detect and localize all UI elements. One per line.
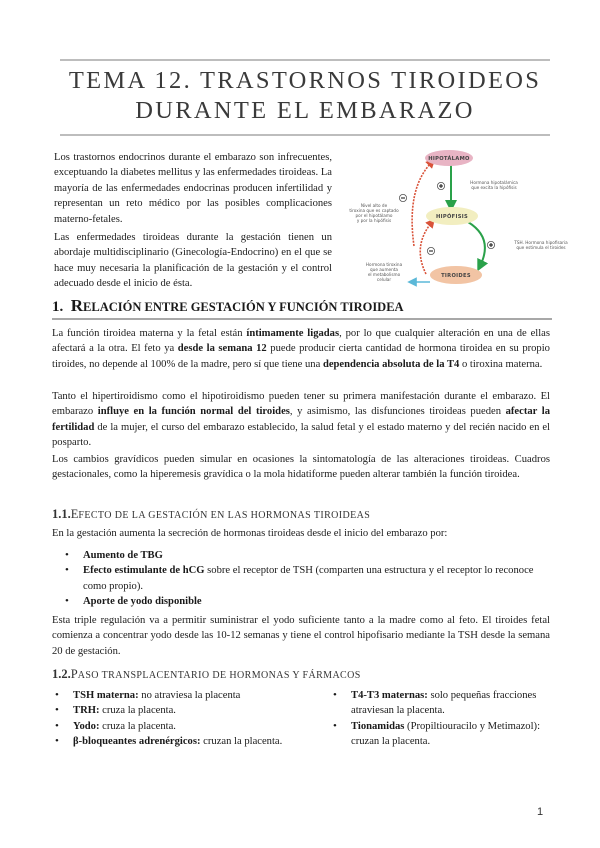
list-item: • TSH materna: no atraviesa la placenta <box>52 688 322 703</box>
annotation-trh: que excita la hipófisis <box>471 185 517 190</box>
annotation-feedback: y por la hipófisis <box>356 218 392 223</box>
thyroid-axis-diagram <box>344 138 580 288</box>
list-item: • Efecto estimulante de hCG sobre el receptor de TSH (comparten una estructura y el receptor lo reconoce como propio). <box>62 563 548 594</box>
annotation-trh: Hormona hipotalámica <box>470 180 518 185</box>
annotation-feedback: tiroxina que es captado <box>349 208 399 213</box>
annotation-thyroxine: el metabolismo <box>367 272 401 277</box>
annotation-tsh: TSH. Hormona hipofisaria <box>514 240 568 245</box>
page-number: 1 <box>537 806 544 818</box>
title-bottom-rule <box>60 134 550 136</box>
list-item: • TRH: cruza la placenta. <box>52 703 322 718</box>
section-1-2-list-left <box>52 688 322 750</box>
list-item: • Yodo: cruza la placenta. <box>52 719 322 734</box>
annotation-feedback: por el hipotálamo <box>355 213 393 218</box>
label-thyroid: TIROIDES <box>441 273 471 279</box>
section-1-1-list <box>62 548 548 610</box>
label-pituitary: HIPÓFISIS <box>435 214 469 220</box>
stimulate-arrow-pituitary <box>468 222 485 266</box>
list-item: • β-bloqueantes adrenérgicos: cruzan la placenta. <box>52 734 322 749</box>
section-1-paragraph-2: Tanto el hipertiroidismo como el hipotiroidismo pueden tener su primera manifestación durante el embarazo. El embarazo influye en la función normal del tiroides, y asimismo, las disfunciones tiroideas pueden afectar la fertilidad de la mujer, el curso del embarazo establecido, la salud fetal y el estado materno y del recién nacido en el posparto. <box>52 391 551 449</box>
section-1-1-heading: 1.1.EFECTO DE LA GESTACIÓN EN LAS HORMONAS TIROIDEAS <box>52 507 371 521</box>
label-hypothalamus: HIPOTÁLAMO <box>428 156 470 162</box>
annotation-tsh: que estimula el tiroides <box>516 245 566 250</box>
section-1-1-closing: Esta triple regulación va a permitir suministrar el yodo suficiente tanto a la madre como al feto. El tiroides fetal comienza a concentrar yodo desde las 10-12 semanas y tiene el control hipofisario mediante la TSH desde la semana 20 de gestación. <box>52 615 550 657</box>
list-item: • Tionamidas (Propiltiouracilo y Metimazol): cruzan la placenta. <box>330 719 552 750</box>
title-top-rule <box>60 59 550 61</box>
minus-icon <box>427 247 434 254</box>
list-item: • Aumento de TBG <box>62 548 548 563</box>
annotation-thyroxine: Hormona tiroxina <box>365 262 403 267</box>
annotation-thyroxine: celular <box>376 277 392 282</box>
section-1-heading <box>52 296 404 316</box>
title-line-2: DURANTE EL EMBARAZO <box>135 97 475 124</box>
minus-icon <box>399 194 406 201</box>
annotation-feedback: Nivel alto de <box>360 203 388 208</box>
section-number: 1. <box>52 299 64 315</box>
section-1-paragraph-1: La función tiroidea materna y la fetal están íntimamente ligadas, por lo que cualquier alteración en una de ellas afectará a la otra. El feto ya desde la semana 12 puede producir cierta cantidad de hormona tiroidea en su propio tiroides, no depende al 100% de la madre, pero sí que tiene una dependencia absoluta de la T4 o tiroxina materna. <box>52 328 550 370</box>
feedback-arrow-hypothalamus <box>412 162 432 246</box>
intro-paragraph-2: Las enfermedades tiroideas durante la gestación tienen un abordaje multidisciplinario (Ginecología-Endocrino) en el que se hace muy necesaria la planificación de la gestación y el control adecuado desde el inicio de ésta. <box>54 232 332 290</box>
plus-icon <box>487 241 494 248</box>
plus-icon <box>437 182 444 189</box>
annotation-thyroxine: que aumenta <box>370 267 398 272</box>
intro-paragraph-1: Los trastornos endocrinos durante el embarazo son infrecuentes, exceptuando la diabetes mellitus y las enfermedades tiroideas. La mayoría de las enfermedades endocrinas producen infertilidad y representan un reto médico por las posibles complicaciones materno-fetales. <box>54 152 332 225</box>
page-title <box>60 66 550 126</box>
list-item: • T4-T3 maternas: solo pequeñas fracciones atraviesan la placenta. <box>330 688 552 719</box>
section-1-rule <box>52 318 552 320</box>
section-title-rest: ELACIÓN ENTRE GESTACIÓN Y FUNCIÓN TIROIDEA <box>83 300 404 314</box>
section-1-2-list-right <box>330 688 552 750</box>
section-1-paragraph-3: Los cambios gravídicos pueden simular en ocasiones la sintomatología de las alteraciones tiroideas. Cuadros gestacionales, como la hiperemesis gravídica o la mola hidatiforme pueden alterar también la función tiroidea. <box>52 454 550 481</box>
section-1-1-intro: En la gestación aumenta la secreción de hormonas tiroideas desde el inicio del embarazo por: <box>52 528 448 539</box>
list-item: • Aporte de yodo disponible <box>62 594 548 609</box>
title-line-1: TEMA 12. TRASTORNOS TIROIDEOS <box>68 67 542 94</box>
section-1-2-heading: 1.2.PASO TRANSPLACENTARIO DE HORMONAS Y FÁRMACOS <box>52 667 361 681</box>
section-title-initial: R <box>70 296 84 315</box>
